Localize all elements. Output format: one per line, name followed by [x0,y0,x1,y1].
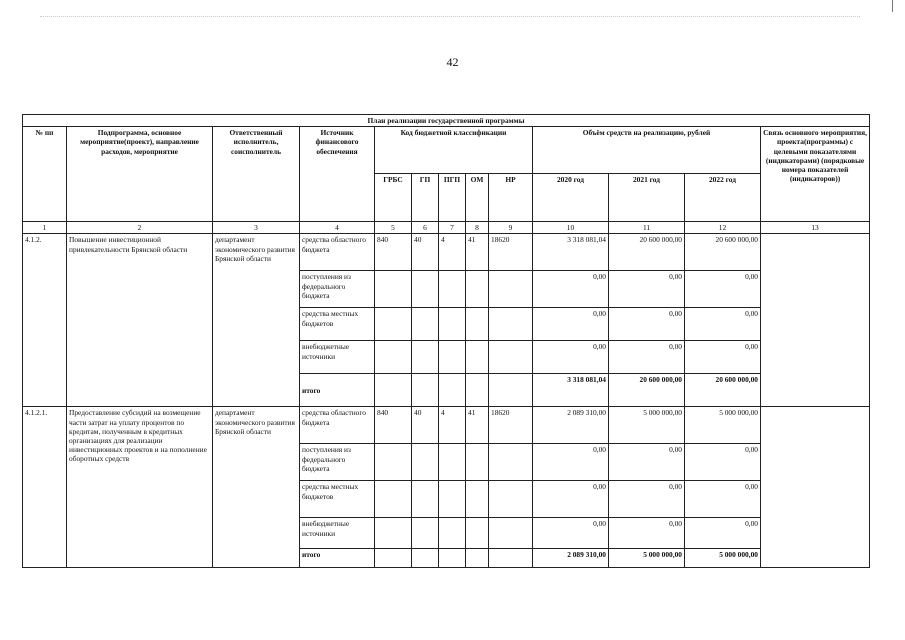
om-cell: 41 [466,407,489,444]
pgp-cell [439,481,466,518]
np-cell [489,518,533,549]
np-cell [489,481,533,518]
header-2021: 2021 год [609,174,685,222]
pgp-cell: 4 [439,234,466,271]
amount-2021: 0,00 [609,271,685,308]
pgp-cell [439,341,466,374]
total-2020: 2 089 310,00 [533,549,609,568]
grbs-cell [375,341,412,374]
grbs-cell [375,481,412,518]
col-index: 6 [412,222,439,234]
header-pgp: ПГП [439,174,466,222]
total-2020: 3 318 081,04 [533,374,609,407]
gp-cell: 40 [412,234,439,271]
gp-cell [412,444,439,481]
amount-2021: 5 000 000,00 [609,407,685,444]
grbs-cell: 840 [375,234,412,271]
row-name: Повышение инвестиционной привлекательности Брянской области [67,234,213,407]
header-np: НР [489,174,533,222]
gp-cell [412,549,439,568]
amount-2021: 20 600 000,00 [609,234,685,271]
header-link: Связь основного мероприятия, проекта(программы) с целевыми показателями (индикаторами) (порядковые номера показателей (индикаторов)) [761,127,870,222]
source-cell: поступления из федерального бюджета [300,271,375,308]
total-2022: 5 000 000,00 [685,549,761,568]
row-executor: департамент экономического развития Брянской области [213,234,300,407]
om-cell [466,518,489,549]
link-cell [761,407,870,568]
row-name: Предоставление субсидий на возмещение части затрат на уплату процентов по кредитам, полученным в кредитных организациях для реализации инвестиционных проектов и на пополнение оборотных средств [67,407,213,568]
amount-2020: 0,00 [533,341,609,374]
gp-cell [412,271,439,308]
header-2020: 2020 год [533,174,609,222]
amount-2020: 2 089 310,00 [533,407,609,444]
header-row-1 [23,127,870,174]
source-cell: внебюджетные источники [300,518,375,549]
col-index: 10 [533,222,609,234]
header-volume: Объём средств на реализацию, рублей [533,127,761,174]
amount-2022: 0,00 [685,518,761,549]
np-cell: 18620 [489,234,533,271]
col-index: 3 [213,222,300,234]
np-cell [489,549,533,568]
row-num: 4.1.2.1. [23,407,67,568]
header-subprogram: Подпрограмма, основное мероприятие(проект), направление расходов, мероприятие [67,127,213,222]
amount-2020: 0,00 [533,271,609,308]
grbs-cell [375,549,412,568]
col-index: 7 [439,222,466,234]
row-executor: департамент экономического развития Брянской области [213,407,300,568]
source-cell: поступления из федерального бюджета [300,444,375,481]
program-plan-table [22,114,870,568]
total-2022: 20 600 000,00 [685,374,761,407]
pgp-cell: 4 [439,407,466,444]
pgp-cell [439,549,466,568]
grbs-cell [375,374,412,407]
pgp-cell [439,271,466,308]
row-num: 4.1.2. [23,234,67,407]
source-cell: средства областного бюджета [300,407,375,444]
pgp-cell [439,308,466,341]
total-2021: 5 000 000,00 [609,549,685,568]
col-index: 2 [67,222,213,234]
header-grbs: ГРБС [375,174,412,222]
scan-corner-mark [892,0,903,12]
amount-2020: 0,00 [533,308,609,341]
np-cell: 18620 [489,407,533,444]
header-source: Источник финансового обеспечения [300,127,375,222]
om-cell: 41 [466,234,489,271]
gp-cell [412,481,439,518]
link-cell [761,234,870,407]
amount-2020: 3 318 081,04 [533,234,609,271]
pgp-cell [439,444,466,481]
pgp-cell [439,518,466,549]
om-cell [466,271,489,308]
amount-2021: 0,00 [609,518,685,549]
total-2021: 20 600 000,00 [609,374,685,407]
grbs-cell [375,271,412,308]
amount-2022: 0,00 [685,271,761,308]
table-title-row [23,115,870,127]
header-om: ОМ [466,174,489,222]
np-cell [489,444,533,481]
header-executor: Ответственный исполнитель, соисполнитель [213,127,300,222]
amount-2022: 5 000 000,00 [685,407,761,444]
amount-2022: 0,00 [685,444,761,481]
grbs-cell: 840 [375,407,412,444]
grbs-cell [375,444,412,481]
amount-2021: 0,00 [609,341,685,374]
pgp-cell [439,374,466,407]
amount-2020: 0,00 [533,444,609,481]
amount-2021: 0,00 [609,444,685,481]
om-cell [466,341,489,374]
col-index: 4 [300,222,375,234]
header-2022: 2022 год [685,174,761,222]
amount-2021: 0,00 [609,308,685,341]
gp-cell: 40 [412,407,439,444]
np-cell [489,271,533,308]
header-budget-code: Код бюджетной классификации [375,127,533,174]
source-cell: средства областного бюджета [300,234,375,271]
amount-2022: 20 600 000,00 [685,234,761,271]
om-cell [466,549,489,568]
table-title: План реализации государственной программы [23,115,870,127]
col-index: 5 [375,222,412,234]
source-cell-total: итого [300,549,375,568]
column-index-row [23,222,870,234]
np-cell [489,308,533,341]
table-row [23,407,870,444]
col-index: 13 [761,222,870,234]
amount-2022: 0,00 [685,481,761,518]
source-cell: внебюджетные источники [300,341,375,374]
np-cell [489,341,533,374]
header-gp: ГП [412,174,439,222]
source-cell: средства местных бюджетов [300,481,375,518]
gp-cell [412,518,439,549]
col-index: 9 [489,222,533,234]
col-index: 8 [466,222,489,234]
amount-2022: 0,00 [685,341,761,374]
amount-2022: 0,00 [685,308,761,341]
amount-2020: 0,00 [533,481,609,518]
grbs-cell [375,308,412,341]
col-index: 12 [685,222,761,234]
om-cell [466,481,489,518]
om-cell [466,374,489,407]
amount-2021: 0,00 [609,481,685,518]
gp-cell [412,374,439,407]
col-index: 1 [23,222,67,234]
np-cell [489,374,533,407]
table-row [23,234,870,271]
gp-cell [412,341,439,374]
om-cell [466,444,489,481]
page-number: 42 [446,55,459,69]
grbs-cell [375,518,412,549]
source-cell-total: итого [300,374,375,407]
om-cell [466,308,489,341]
amount-2020: 0,00 [533,518,609,549]
gp-cell [412,308,439,341]
header-num: № пп [23,127,67,222]
col-index: 11 [609,222,685,234]
source-cell: средства местных бюджетов [300,308,375,341]
scan-artifact-line [40,16,860,17]
